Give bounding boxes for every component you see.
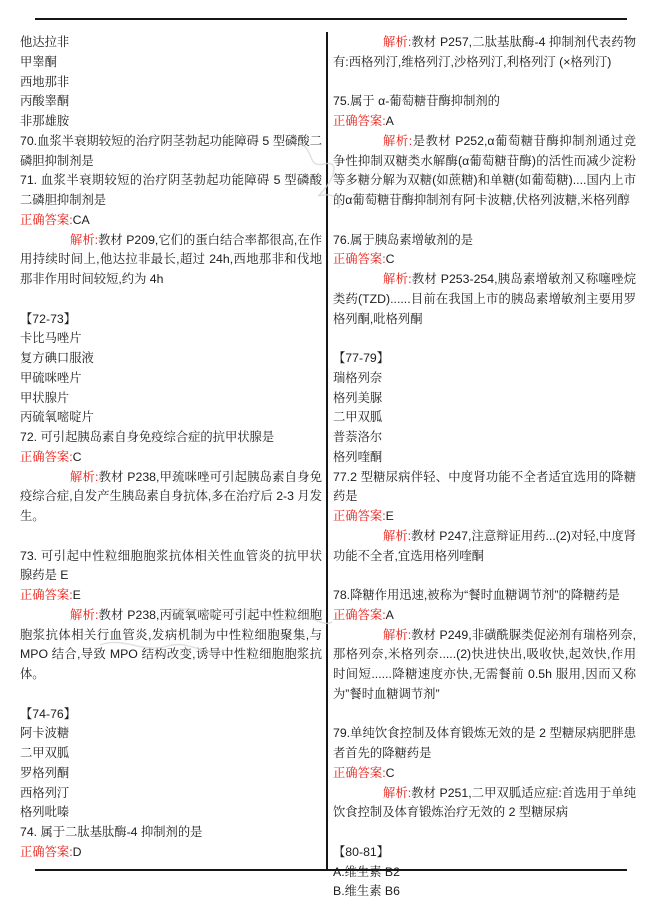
- analysis-label: 解析:: [383, 272, 412, 286]
- spacer: [20, 685, 322, 705]
- question-text: 76.属于胰岛素增敏剂的是: [333, 232, 474, 247]
- answer-label: 正确答案:: [333, 607, 386, 622]
- top-rule: [35, 18, 627, 20]
- question-text: 79.单纯饮食控制及体育锻炼无效的是 2 型糖尿病肥胖患者首先的降糖药是: [333, 726, 636, 760]
- analysis-text: 教材 P253-254,胰岛素增敏剂又称噻唑烷类药(TZD)......目前在我国上市的胰岛素增敏剂主要用罗格列酮,吡格列酮: [333, 272, 636, 326]
- analysis-text: 教材 P257,二肽基肽酶-4 抑制剂代表药物有:西格列汀,维格列汀,沙格列汀,利格列汀 (×格列汀): [333, 35, 637, 69]
- spacer: [20, 290, 322, 310]
- analysis-text: 教材 P238,甲巯咪唑可引起胰岛素自身免疫综合症,自发产生胰岛素自身抗体,多在治疗后 2-3 月发生。: [20, 469, 322, 523]
- answer-label: 正确答案:: [333, 252, 386, 267]
- answer-value: D: [72, 844, 82, 859]
- analysis-paragraph: [20, 606, 322, 685]
- question-text: 72. 可引起胰岛素自身免疫综合症的抗甲状腺是: [20, 430, 275, 444]
- analysis-paragraph: [333, 784, 636, 824]
- answer-value: E: [72, 588, 81, 602]
- question-text: 70.血浆半衰期较短的治疗阴茎勃起功能障碍 5 型磷酸二磷胆抑制剂是: [20, 133, 322, 168]
- answer-value: CA: [72, 212, 90, 227]
- analysis-label: 解析:: [383, 35, 412, 49]
- analysis-paragraph: [333, 626, 636, 705]
- question-text: 78.降糖作用迅速,被称为“餐时血糖调节剂”的降糖药是: [333, 588, 620, 602]
- spacer: [333, 73, 636, 93]
- option-line: 西格列汀: [20, 785, 70, 800]
- answer-line: [20, 843, 322, 863]
- option-line: 二甲双胍: [20, 746, 70, 760]
- analysis-text: 是教材 P252,α葡萄糖苷酶抑制剂通过竞争性抑制双糖类水解酶(α葡萄糖苷酶)的活性而减少淀粉等多糖分解为双糖(如蔗糖)和单糖(如葡萄糖)....国内上市的α葡萄糖苷酶抑制剂有阿卡波糖,伏格列波糖,米格列醇: [333, 133, 636, 207]
- question-text: 74. 属于二肽基肽酶-4 抑制剂的是: [20, 825, 203, 839]
- answer-line: [333, 112, 636, 132]
- option-line: 甲硫咪唑片: [20, 370, 82, 385]
- answer-line: [20, 586, 322, 606]
- answer-line: [333, 764, 636, 784]
- answer-value: C: [385, 765, 395, 780]
- spacer: [333, 823, 636, 843]
- analysis-text: 教材 P247,注意辩证用药...(2)对轻,中度肾功能不全者,宜选用格列喹酮: [333, 528, 636, 563]
- option-line: 复方碘口服液: [20, 351, 94, 365]
- analysis-label: 解析:: [70, 607, 99, 622]
- right-column: [333, 33, 636, 902]
- option-line: 卡比马唑片: [20, 331, 82, 346]
- analysis-label: 解析:: [383, 528, 412, 543]
- analysis-text: 教材 P249,非磺酰脲类促泌剂有瑞格列奈,那格列奈,米格列奈.....(2)快进快出,吸收快,起效快,作用时间短......降糖速度亦快,无需餐前 0.5h 服用,因而又称为”餐时血糖调节剂”: [333, 627, 636, 701]
- answer-label: 正确答案:: [333, 509, 386, 523]
- option-line: 格列喹酮: [333, 449, 383, 464]
- option-line: B.维生素 B6: [333, 884, 400, 899]
- option-line: 普萘洛尔: [333, 430, 383, 444]
- option-line: 阿卡波糖: [20, 726, 70, 741]
- analysis-label: 解析:: [70, 232, 99, 247]
- analysis-label: 解析:: [70, 469, 99, 484]
- option-line: 丙硫氧嘧啶片: [20, 410, 94, 425]
- spacer: [333, 566, 636, 586]
- group-header: 【74-76】: [20, 706, 77, 721]
- left-column: [20, 33, 322, 863]
- answer-line: [333, 250, 636, 270]
- option-line: 瑞格列奈: [333, 370, 383, 385]
- analysis-text: 教材 P209,它们的蛋白结合率都很高,在作用持续时间上,他达拉非最长,超过 24h,西地那非和伐地那非作用时间较短,约为 4h: [20, 232, 322, 286]
- spacer: [333, 705, 636, 725]
- option-line: 罗格列酮: [20, 765, 70, 780]
- answer-label: 正确答案:: [20, 844, 73, 859]
- answer-line: [333, 507, 636, 527]
- group-header: 【80-81】: [333, 844, 390, 859]
- answer-label: 正确答案:: [333, 114, 386, 128]
- answer-line: [20, 211, 322, 231]
- question-text: 71. 血浆半衰期较短的治疗阴茎勃起功能障碍 5 型磷酸二磷胆抑制剂是: [20, 173, 322, 207]
- analysis-text: 教材 P251,二甲双胍适应症:首选用于单纯饮食控制及体育锻炼治疗无效的 2 型糖尿病: [333, 785, 636, 820]
- question-text: 73. 可引起中性粒细胞胞浆抗体相关性血管炎的抗甲状腺药是 E: [20, 548, 322, 583]
- option-line: 甲状腺片: [20, 390, 70, 405]
- group-header: 【72-73】: [20, 311, 77, 326]
- answer-value: C: [385, 252, 395, 267]
- option-line: 格列吡嗪: [20, 805, 70, 820]
- option-line: 西地那非: [20, 74, 70, 89]
- option-line: 甲睾酮: [20, 54, 57, 69]
- analysis-label: 解析:: [383, 785, 412, 800]
- answer-line: [333, 606, 636, 626]
- option-line: 二甲双胍: [333, 410, 383, 425]
- question-text: 75.属于 α-葡萄糖苷酶抑制剂的: [333, 94, 500, 109]
- answer-label: 正确答案:: [333, 765, 386, 780]
- answer-label: 正确答案:: [20, 212, 73, 227]
- analysis-paragraph: [333, 527, 636, 567]
- option-line: 丙酸睾酮: [20, 94, 70, 109]
- answer-label: 正确答案:: [20, 449, 73, 464]
- analysis-label: 解析:: [383, 627, 412, 642]
- spacer: [333, 211, 636, 231]
- option-line: 他达拉非: [20, 35, 70, 49]
- analysis-paragraph: [333, 33, 636, 73]
- analysis-paragraph: [20, 468, 322, 527]
- question-text: 77.2 型糖尿病伴轻、中度肾功能不全者适宜选用的降糖药是: [333, 469, 636, 504]
- analysis-paragraph: [333, 132, 636, 211]
- analysis-label: 解析:: [383, 133, 413, 148]
- option-line: 格列美脲: [333, 390, 383, 405]
- answer-value: A: [385, 607, 394, 622]
- column-divider: [326, 32, 328, 870]
- spacer: [20, 527, 322, 547]
- analysis-paragraph: [20, 231, 322, 290]
- option-line: 非那雄胺: [20, 114, 70, 128]
- spacer: [333, 329, 636, 349]
- answer-value: C: [72, 449, 82, 464]
- answer-value: A: [385, 114, 394, 128]
- group-header: 【77-79】: [333, 351, 390, 365]
- analysis-text: 教材 P238,丙硫氧嘧啶可引起中性粒细胞胞浆抗体相关行血管炎,发病机制为中性粒细胞聚集,与 MPO 结合,导致 MPO 结构改变,诱导中性粒细胞胞浆抗体。: [20, 607, 322, 681]
- option-line: A.维生素 B2: [333, 864, 400, 879]
- analysis-paragraph: [333, 270, 636, 329]
- answer-line: [20, 448, 322, 468]
- answer-value: E: [385, 509, 394, 523]
- answer-label: 正确答案:: [20, 588, 73, 602]
